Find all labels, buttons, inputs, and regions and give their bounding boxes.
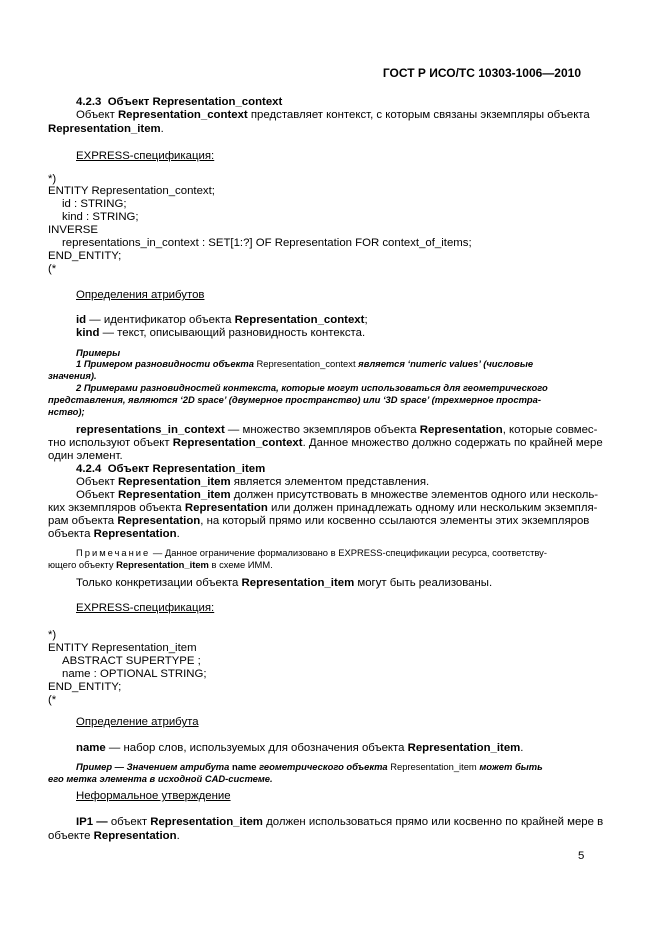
paragraph bbox=[76, 475, 429, 489]
code-line: (* bbox=[48, 694, 57, 706]
example-1 bbox=[76, 357, 533, 371]
label-text: EXPRESS-спецификация: bbox=[76, 602, 215, 614]
text: в схеме ИММ. bbox=[208, 559, 273, 570]
text: объекте bbox=[48, 830, 94, 842]
code-line: *) bbox=[48, 173, 57, 185]
heading-entity: Representation_context bbox=[152, 96, 283, 108]
text: Пример — Значением атрибута bbox=[76, 761, 232, 772]
entity-name: Representation bbox=[117, 515, 201, 527]
text: . bbox=[520, 742, 524, 754]
text: ющего объекту bbox=[48, 559, 117, 570]
text: . bbox=[176, 528, 180, 540]
text: является bbox=[355, 358, 408, 369]
text: может быть bbox=[476, 761, 543, 772]
code-line: *) bbox=[48, 629, 57, 641]
heading-entity: Representation_item bbox=[152, 463, 266, 475]
text: представляет контекст, с которым связаны экземпляры объекта bbox=[247, 109, 590, 121]
express-label bbox=[76, 149, 214, 163]
code-line: representations_in_context : SET[1:?] OF Representation FOR context_of_items; bbox=[62, 237, 472, 249]
label-text: EXPRESS-спецификация: bbox=[76, 150, 215, 162]
informal-label bbox=[76, 789, 231, 803]
page-number: 5 bbox=[578, 850, 585, 862]
entity-name: Representation_item bbox=[150, 816, 263, 828]
standard-header: ГОСТ Р ИСО/ТС 10303-1006—2010 bbox=[382, 66, 581, 80]
text: тно используют объект bbox=[48, 437, 173, 449]
entity-name: Representation bbox=[93, 830, 177, 842]
entity-name: Representation bbox=[93, 528, 177, 540]
entity-name: Representation_context bbox=[172, 437, 303, 449]
text: значения). bbox=[48, 370, 97, 381]
code-line: END_ENTITY; bbox=[48, 250, 122, 262]
section-number: 4.2.3 bbox=[76, 96, 102, 108]
paragraph bbox=[76, 108, 590, 122]
text: представления, являются bbox=[48, 394, 181, 405]
code-line: (* bbox=[48, 263, 57, 275]
code-line: INVERSE bbox=[48, 224, 99, 236]
text: ‘2D space’ bbox=[180, 394, 227, 405]
entity-name: Representation_item bbox=[407, 742, 521, 754]
attr-name-label: name bbox=[76, 742, 106, 754]
section-number: 4.2.4 bbox=[76, 463, 102, 475]
attr-kind bbox=[76, 326, 365, 340]
express-label bbox=[76, 601, 214, 615]
entity-name: Representation_item bbox=[117, 476, 231, 488]
attr-id bbox=[76, 313, 368, 327]
text: его метка элемента в исходной CAD-системе. bbox=[48, 773, 273, 784]
rule-id: IP1 — bbox=[76, 816, 108, 828]
text: геометрического объекта bbox=[256, 761, 391, 772]
label-text: Определение атрибута bbox=[76, 716, 199, 728]
text: ких экземпляров объекта bbox=[48, 502, 185, 514]
entity-name: Representation bbox=[419, 424, 503, 436]
attributes-label bbox=[76, 288, 204, 302]
heading-prefix: Объект bbox=[107, 96, 153, 108]
text: рам объекта bbox=[48, 515, 118, 527]
text: name bbox=[231, 761, 257, 772]
entity-name: Representation_context bbox=[234, 314, 365, 326]
text: или должен принадлежать одному или нескольким экземпля- bbox=[267, 502, 598, 514]
text: ‘numeric values’ bbox=[407, 358, 481, 369]
attr-ric-end: один элемент. bbox=[48, 450, 123, 462]
text: Объект bbox=[76, 489, 118, 501]
example-2-end bbox=[48, 405, 85, 419]
attr-ric bbox=[76, 423, 597, 437]
section-4-2-3-heading bbox=[76, 95, 282, 109]
text: (числовые bbox=[480, 358, 534, 369]
section-4-2-4-heading bbox=[76, 462, 265, 476]
text: — Данное ограничение формализовано в EXPRESS-спецификации ресурса, соответству- bbox=[150, 547, 547, 558]
text: . bbox=[176, 830, 180, 842]
code-line: END_ENTITY; bbox=[48, 681, 122, 693]
text: Объект bbox=[76, 476, 118, 488]
attribute-label bbox=[76, 715, 199, 729]
entity-name: Representation_item bbox=[390, 761, 477, 772]
text: нство); bbox=[48, 406, 85, 417]
text: объекта bbox=[48, 528, 94, 540]
code-line: kind : STRING; bbox=[62, 211, 139, 223]
text: объект bbox=[107, 816, 151, 828]
code-line: ENTITY Representation_context; bbox=[48, 185, 215, 197]
entity-name: Representation_item bbox=[48, 123, 161, 135]
note-cont bbox=[48, 558, 273, 572]
entity-name: Representation_item bbox=[117, 489, 231, 501]
paragraph-cont bbox=[48, 527, 180, 541]
entity-name: Representation bbox=[184, 502, 268, 514]
attr-name: representations_in_context bbox=[76, 424, 225, 436]
code-line: id : STRING; bbox=[62, 198, 127, 210]
text: — множество экземпляров объекта bbox=[224, 424, 420, 436]
attr-ric-cont bbox=[48, 436, 603, 450]
attr-name bbox=[76, 741, 523, 755]
text: должен присутствовать в множестве элементов одного или несколь- bbox=[230, 489, 599, 501]
text: . bbox=[160, 123, 164, 135]
text: ‘3D space’ bbox=[382, 394, 429, 405]
text: — текст, описывающий разновидность контекста. bbox=[99, 327, 366, 339]
code-line: ABSTRACT SUPERTYPE ; bbox=[62, 655, 201, 667]
text: Объект bbox=[76, 109, 118, 121]
text: . Данное множество должно содержать по крайней мере bbox=[302, 437, 603, 449]
entity-name: Representation_item bbox=[116, 559, 209, 570]
paragraph-cont bbox=[48, 501, 597, 515]
attr-name: id bbox=[76, 314, 87, 326]
label-text: Определения атрибутов bbox=[76, 289, 205, 301]
example-2-cont bbox=[48, 393, 541, 407]
label-text: Примеры bbox=[76, 347, 121, 358]
text: , которые совмес- bbox=[502, 424, 598, 436]
entity-name: Representation_context bbox=[256, 358, 356, 369]
text: 1 Примером разновидности объекта bbox=[76, 358, 257, 369]
code-line: name : OPTIONAL STRING; bbox=[62, 668, 207, 680]
paragraph bbox=[76, 488, 598, 502]
paragraph-cont bbox=[48, 514, 589, 528]
note-label: Примечание bbox=[76, 547, 151, 558]
informal-statement-cont bbox=[48, 829, 180, 843]
label-text: Неформальное утверждение bbox=[76, 790, 231, 802]
text: является элементом представления. bbox=[230, 476, 430, 488]
text: — набор слов, используемых для обозначения объекта bbox=[105, 742, 408, 754]
paragraph bbox=[76, 576, 492, 590]
paragraph-cont bbox=[48, 122, 164, 136]
attr-name: kind bbox=[76, 327, 100, 339]
text: Только конкретизации объекта bbox=[76, 577, 242, 589]
text: должен использоваться прямо или косвенно по крайней мере в bbox=[262, 816, 604, 828]
text: , на который прямо или косвенно ссылаются элементы этих экземпляров bbox=[200, 515, 590, 527]
example-cont bbox=[48, 772, 273, 786]
text: 2 Примерами разновидностей контекста, которые могут использоваться для геометрического bbox=[76, 382, 548, 393]
entity-name: Representation_item bbox=[241, 577, 355, 589]
text: могут быть реализованы. bbox=[354, 577, 493, 589]
text: ; bbox=[364, 314, 368, 326]
code-line: ENTITY Representation_item bbox=[48, 642, 197, 654]
heading-prefix: Объект bbox=[107, 463, 153, 475]
entity-name: Representation_context bbox=[117, 109, 248, 121]
text: (трехмерное простра- bbox=[429, 394, 541, 405]
informal-statement bbox=[76, 815, 603, 829]
text: (двумерное пространство) или bbox=[226, 394, 383, 405]
text: — идентификатор объекта bbox=[86, 314, 235, 326]
